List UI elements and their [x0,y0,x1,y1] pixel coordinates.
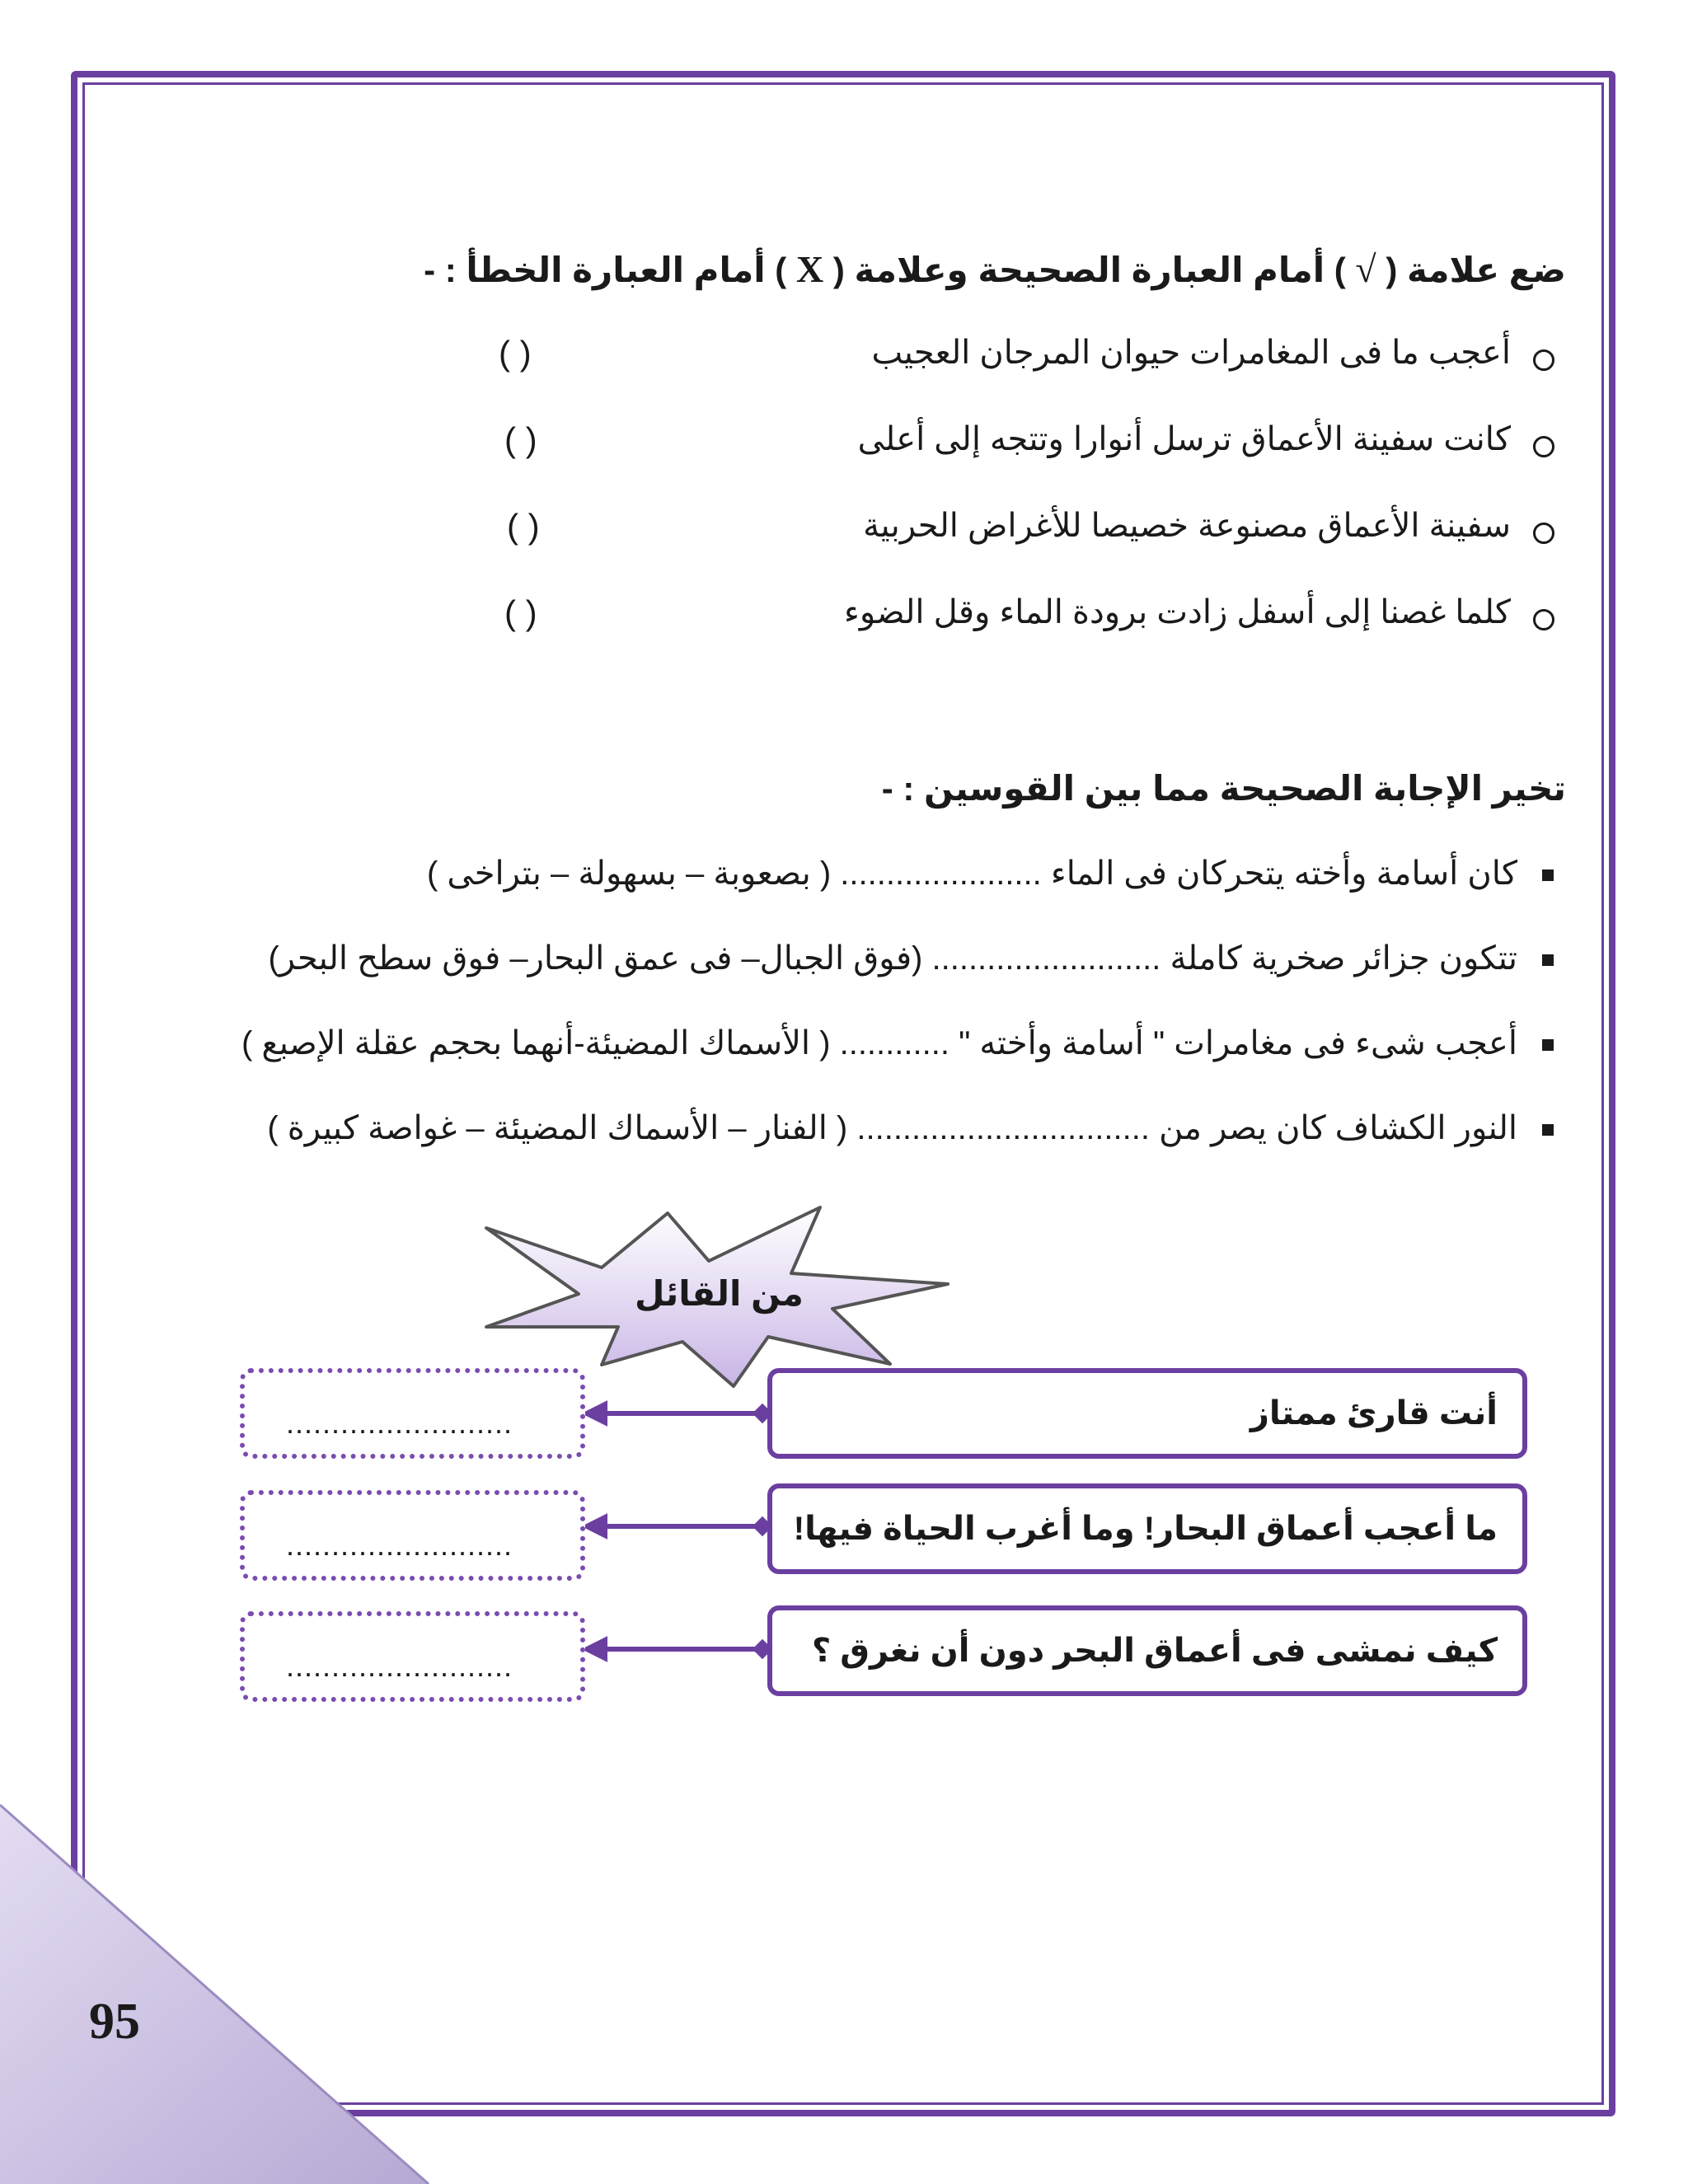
square-bullet-icon [1542,1124,1554,1136]
square-bullet-icon [1542,954,1554,966]
circle-bullet-icon [1533,609,1554,630]
answer-paren-3[interactable]: ( ) [507,507,540,546]
choice-line-3: أعجب شىء فى مغامرات " أسامة وأخته " ............ ( الأسماك المضيئة-أنهما بحجم عقلة الإصبع ) [241,1025,1517,1062]
quote-text-2: ما أعجب أعماق البحار! وما أغرب الحياة فيها! [793,1511,1498,1547]
corner-triangle-decoration [0,1797,437,2184]
circle-bullet-icon [1533,523,1554,544]
answer-paren-4[interactable]: ( ) [504,593,537,632]
answer-blank-3: ......................... [286,1649,513,1683]
quote-text-1: أنت قارئ ممتاز [1250,1395,1498,1432]
page-number: 95 [89,1994,140,2050]
square-bullet-icon [1542,869,1554,881]
statement-2: كانت سفينة الأعماق ترسل أنوارا وتتجه إلى أعلى [857,421,1511,457]
quote-text-3: كيف نمشى فى أعماق البحر دون أن نغرق ؟ [811,1633,1498,1669]
statement-1: أعجب ما فى المغامرات حيوان المرجان العجيب [871,335,1511,371]
square-bullet-icon [1542,1039,1554,1051]
speaker-answer-box-2[interactable] [240,1490,585,1581]
answer-blank-1: ......................... [286,1406,513,1440]
section2-heading: تخير الإجابة الصحيحة مما بين القوسين : - [881,769,1566,808]
answer-paren-1[interactable]: ( ) [499,334,532,373]
choice-line-4: النور الكشاف كان يصر من ................................ ( الفنار – الأسماك المضيئة – غواصة كبيرة ) [267,1110,1517,1146]
speaker-answer-box-1[interactable] [240,1368,585,1459]
answer-paren-2[interactable]: ( ) [504,420,537,459]
quote-box-3 [767,1605,1527,1696]
quote-box-1 [767,1368,1527,1459]
statement-4: كلما غصنا إلى أسفل زادت برودة الماء وقل الضوء [844,594,1511,630]
speaker-answer-box-3[interactable] [240,1611,585,1702]
choice-line-2: تتكون جزائر صخرية كاملة ......................... (فوق الجبال– فى عمق البحار– فوق سطح البحر) [268,940,1517,977]
section1-heading: ضع علامة ( √ ) أمام العبارة الصحيحة وعلامة ( X ) أمام العبارة الخطأ : - [424,248,1566,290]
choice-line-1: كان أسامة وأخته يتحركان فى الماء ...................... ( بصعوبة – بسهولة – بتراخى ) [426,855,1517,892]
statement-3: سفينة الأعماق مصنوعة خصيصا للأغراض الحربية [863,508,1511,544]
quote-box-2 [767,1483,1527,1574]
circle-bullet-icon [1533,436,1554,457]
answer-blank-2: ......................... [286,1528,513,1562]
circle-bullet-icon [1533,349,1554,371]
connector-arrows [577,1368,775,1698]
section3-title: من القائل [635,1274,804,1313]
